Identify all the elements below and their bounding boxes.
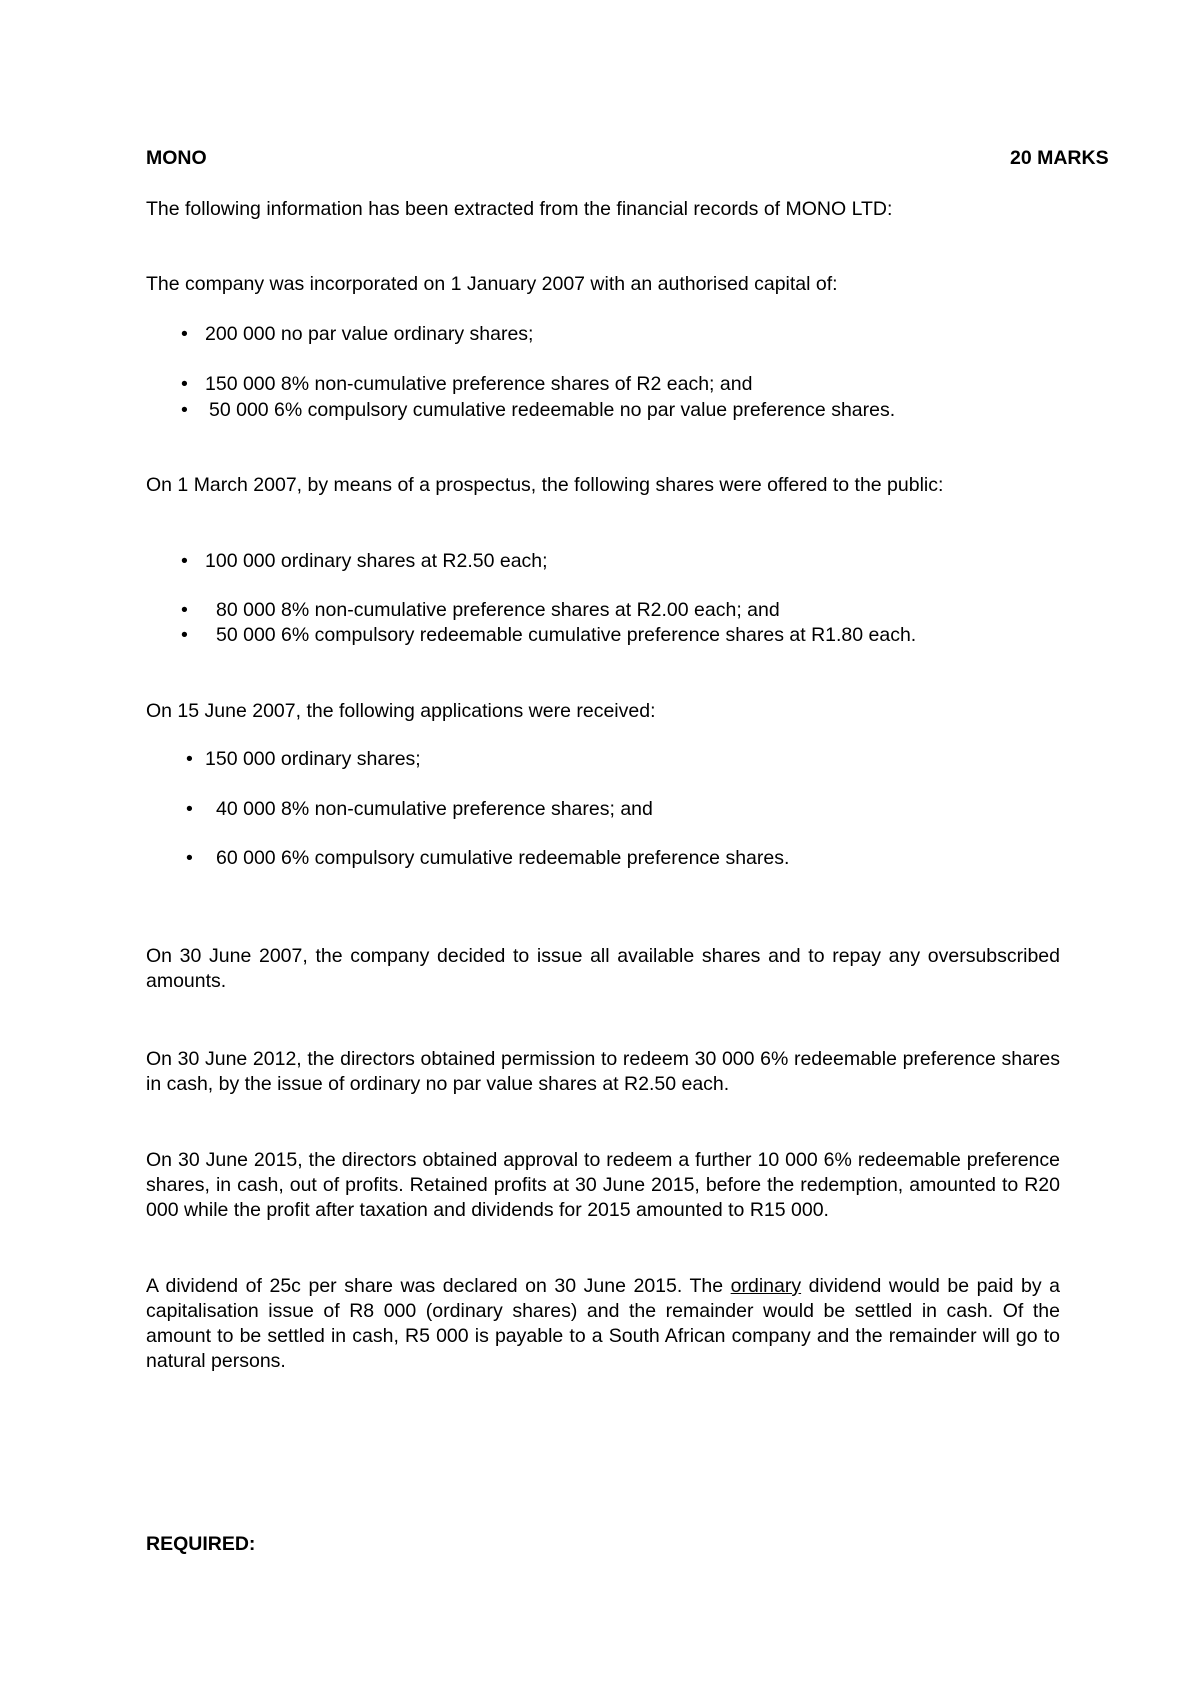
document-title: MONO: [146, 147, 207, 169]
bullet-icon: •: [181, 550, 188, 572]
incorporation-text: The company was incorporated on 1 January 2007 with an authorised capital of:: [146, 273, 838, 295]
bullet-icon: •: [181, 624, 188, 646]
bullet-icon: •: [181, 599, 188, 621]
paragraph-2012: On 30 June 2012, the directors obtained permission to redeem 30 000 6% redeemable preference shares in cash, by the issue of ordinary no par value shares at R2.50 each.: [146, 1048, 1060, 1095]
prospectus-text: On 1 March 2007, by means of a prospectus, the following shares were offered to the public:: [146, 474, 944, 496]
list-item-text: 150 000 ordinary shares;: [205, 748, 421, 770]
list-item-text: 200 000 no par value ordinary shares;: [205, 323, 534, 345]
bullet-icon: •: [181, 373, 188, 395]
list-item-text: 80 000 8% non-cumulative preference shares at R2.00 each; and: [216, 599, 780, 621]
bullet-icon: •: [181, 399, 188, 421]
applications-text: On 15 June 2007, the following applications were received:: [146, 700, 656, 722]
bullet-icon: •: [181, 323, 188, 345]
bullet-icon: •: [186, 748, 193, 770]
marks-label: 20 MARKS: [1010, 147, 1109, 169]
dividend-text-start: A dividend of 25c per share was declared on 30 June 2015. The: [146, 1275, 731, 1297]
bullet-icon: •: [186, 798, 193, 820]
list-item-text: 40 000 8% non-cumulative preference shares; and: [216, 798, 653, 820]
dividend-text-end: dividend would be paid by a capitalisation issue of R8 000 (ordinary shares) and the remainder would be settled in cash. Of the amount to be settled in cash, R5 000 is payable to a South African company and the remainder will go to natural persons.: [146, 1275, 1061, 1372]
intro-text: The following information has been extracted from the financial records of MONO LTD:: [146, 198, 893, 220]
list-item-text: 50 000 6% compulsory redeemable cumulative preference shares at R1.80 each.: [216, 624, 917, 646]
list-item-text: 50 000 6% compulsory cumulative redeemable no par value preference shares.: [209, 399, 896, 421]
list-item-text: 60 000 6% compulsory cumulative redeemable preference shares.: [216, 847, 790, 869]
paragraph-2015: On 30 June 2015, the directors obtained approval to redeem a further 10 000 6% redeemable preference shares, in cash, out of profits. Retained profits at 30 June 2015, before the redemption, amounted to R20 000 while the profit after taxation and dividends for 2015 amounted to R15 000.: [146, 1149, 1060, 1221]
required-heading: REQUIRED:: [146, 1533, 256, 1555]
list-item-text: 150 000 8% non-cumulative preference shares of R2 each; and: [205, 373, 753, 395]
paragraph-dividend: [146, 1274, 1060, 1374]
bullet-icon: •: [186, 847, 193, 869]
paragraph-2007: On 30 June 2007, the company decided to issue all available shares and to repay any oversubscribed amounts.: [146, 945, 1060, 992]
list-item-text: 100 000 ordinary shares at R2.50 each;: [205, 550, 548, 572]
dividend-underlined-word: ordinary: [730, 1275, 802, 1297]
